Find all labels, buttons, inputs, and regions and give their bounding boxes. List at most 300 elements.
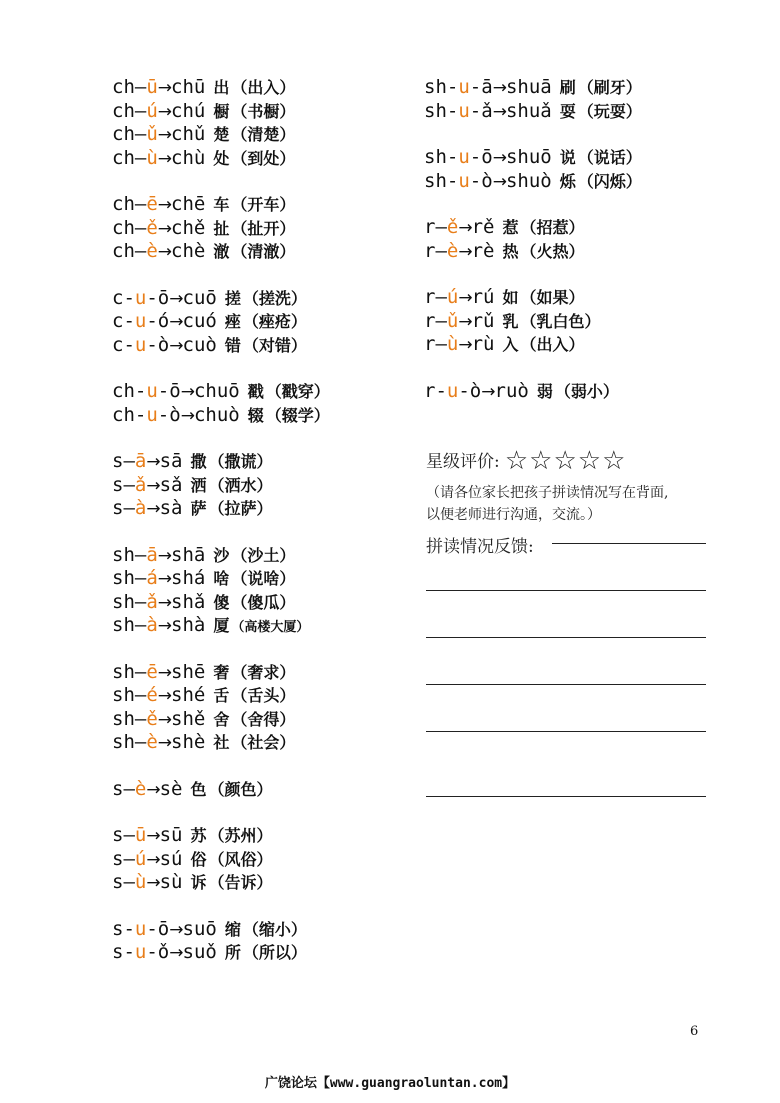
connector: - <box>123 333 135 356</box>
arrow-icon: → <box>492 148 506 168</box>
vowel: ē <box>146 193 158 215</box>
initial: s <box>112 871 124 893</box>
syllable: shǎ <box>171 590 206 613</box>
character: 舍 <box>213 709 230 729</box>
syllable-row <box>112 661 412 685</box>
vowel: u <box>146 380 158 402</box>
vowel: ǎ <box>146 590 158 613</box>
connector: — <box>134 567 147 589</box>
vowel: u <box>458 99 470 122</box>
arrow-icon: → <box>157 662 172 683</box>
initial: s <box>112 497 124 519</box>
syllable-row <box>112 450 412 474</box>
syllable: rě <box>471 216 495 238</box>
syllable: chú <box>171 99 206 122</box>
initial: ch <box>112 99 135 122</box>
initial: sh <box>112 707 135 730</box>
parent-note <box>426 482 726 526</box>
arrow-icon: → <box>157 218 172 239</box>
syllable: shuò <box>505 169 552 192</box>
vowel: ǔ <box>146 123 158 145</box>
arrow-icon: → <box>169 943 183 963</box>
arrow-icon: → <box>146 779 160 800</box>
connector: - <box>446 146 459 168</box>
syllable-row <box>424 146 724 170</box>
example-word: （书橱） <box>231 101 296 121</box>
syllable-row <box>112 941 412 965</box>
syllable: chū <box>171 76 206 98</box>
example-word: （奢求） <box>231 662 296 682</box>
syllable: chuò <box>193 403 240 426</box>
connector: — <box>435 239 447 262</box>
arrow-icon: → <box>492 171 506 192</box>
page-number: 6 <box>690 1024 699 1039</box>
syllable-row <box>112 778 412 802</box>
vowel: ū <box>146 76 158 98</box>
connector: - <box>446 99 459 122</box>
arrow-icon: → <box>146 475 160 496</box>
syllable-row <box>112 123 412 147</box>
vowel: à <box>134 497 147 519</box>
final: -ò <box>458 379 482 402</box>
syllable: sà <box>159 497 183 519</box>
arrow-icon: → <box>157 242 172 262</box>
syllable: chù <box>171 146 206 169</box>
syllable-row <box>424 310 724 334</box>
initial: ch <box>112 76 135 98</box>
vowel: u <box>446 379 459 402</box>
feedback-line[interactable] <box>426 796 706 797</box>
syllable-row <box>112 848 412 872</box>
final: -ǎ <box>469 99 493 122</box>
syllable: shā <box>171 543 206 566</box>
syllable-row <box>112 544 412 568</box>
rating-label: 星级评价: <box>426 452 500 472</box>
vowel: é <box>146 684 158 706</box>
vowel: ú <box>446 286 459 308</box>
vowel: u <box>134 941 147 963</box>
example-word: （说啥） <box>231 569 296 588</box>
example-word: （痤疮） <box>242 312 307 331</box>
connector: — <box>123 847 135 870</box>
syllable-row <box>424 286 724 310</box>
feedback-label: 拼读情况反馈: <box>426 537 534 557</box>
arrow-icon: → <box>146 826 160 846</box>
initial: sh <box>112 684 135 706</box>
connector: — <box>435 309 447 332</box>
initial: ch <box>112 403 135 426</box>
syllable: cuō <box>182 286 217 309</box>
connector: — <box>123 450 135 472</box>
final: -ǒ <box>146 941 170 963</box>
syllable-row <box>112 567 412 591</box>
syllable: shé <box>171 684 206 706</box>
vowel: à <box>146 614 158 636</box>
example-word: （如果） <box>520 288 585 307</box>
syllable-row <box>112 404 412 428</box>
connector: — <box>134 707 147 730</box>
vowel: ě <box>146 216 158 239</box>
character: 错 <box>224 335 241 355</box>
vowel: è <box>134 777 147 800</box>
syllable-row <box>112 918 412 942</box>
example-word: （所以） <box>242 943 307 962</box>
syllable-group <box>112 287 412 358</box>
final: -ā <box>469 76 493 98</box>
initial: s <box>112 473 124 496</box>
initial: r <box>424 309 436 332</box>
final: -ó <box>146 310 170 332</box>
character: 沙 <box>213 545 230 565</box>
feedback-line[interactable] <box>426 731 706 732</box>
connector: - <box>435 379 447 402</box>
character: 烁 <box>559 171 576 191</box>
syllable-group <box>424 76 724 123</box>
initial: sh <box>112 731 135 753</box>
vowel: ú <box>134 847 147 870</box>
connector: — <box>134 99 147 122</box>
initial: sh <box>112 590 135 613</box>
connector: — <box>123 871 135 893</box>
connector: — <box>134 684 147 706</box>
character: 乳 <box>502 311 519 331</box>
character: 如 <box>502 288 519 307</box>
syllable: rù <box>471 333 495 355</box>
character: 俗 <box>190 849 207 869</box>
syllable-row <box>112 474 412 498</box>
character: 搓 <box>224 288 241 308</box>
initial: c <box>112 310 124 332</box>
syllable: rè <box>471 239 495 262</box>
arrow-icon: → <box>458 241 472 262</box>
initial: s <box>112 450 124 472</box>
character: 橱 <box>213 101 230 121</box>
note-line-2: 以便老师进行沟通，交流。） <box>426 507 601 523</box>
syllable-row <box>112 824 412 848</box>
syllable: suǒ <box>182 941 217 963</box>
character: 弱 <box>536 381 553 401</box>
character: 苏 <box>190 826 207 845</box>
character: 痤 <box>224 312 241 331</box>
initial: ch <box>112 193 135 215</box>
connector: — <box>134 146 147 169</box>
arrow-icon: → <box>157 709 172 730</box>
connector: — <box>123 497 135 519</box>
example-word: （高楼大厦） <box>231 620 310 635</box>
initial: r <box>424 379 436 402</box>
vowel: u <box>458 76 470 98</box>
left-column <box>112 76 412 988</box>
syllable: suō <box>182 917 217 940</box>
footer-site[interactable]: 广饶论坛【www.guangraoluntan.com】 <box>264 1076 516 1091</box>
syllable: rǔ <box>471 309 495 332</box>
initial: sh <box>424 169 447 192</box>
character: 说 <box>559 148 576 167</box>
example-word: （撒谎） <box>208 452 273 471</box>
example-word: （舌头） <box>231 686 296 705</box>
vowel: á <box>146 567 158 589</box>
vowel: u <box>134 917 147 940</box>
example-word: （风俗） <box>208 849 273 869</box>
connector: — <box>123 824 135 846</box>
syllable-group <box>112 544 412 638</box>
character: 澈 <box>213 242 230 261</box>
arrow-icon: → <box>157 569 172 589</box>
syllable-row <box>112 497 412 521</box>
syllable-row <box>112 731 412 755</box>
example-word: （出入） <box>231 78 296 97</box>
connector: — <box>134 76 147 98</box>
vowel: u <box>134 310 147 332</box>
syllable-row <box>112 334 412 358</box>
connector: — <box>134 590 147 613</box>
syllable: chuō <box>193 380 240 402</box>
initial: s <box>112 847 124 870</box>
initial: sh <box>424 99 447 122</box>
example-word: （说话） <box>577 148 642 167</box>
vowel: ù <box>446 333 459 355</box>
arrow-icon: → <box>492 101 506 122</box>
character: 舌 <box>213 686 230 705</box>
feedback-line[interactable] <box>552 543 706 544</box>
arrow-icon: → <box>146 873 160 893</box>
syllable: sè <box>159 777 183 800</box>
arrow-icon: → <box>157 686 172 706</box>
vowel: u <box>134 286 147 309</box>
character: 诉 <box>190 873 207 892</box>
character: 耍 <box>559 101 576 121</box>
syllable-group <box>112 193 412 264</box>
character: 戳 <box>247 382 264 401</box>
character: 色 <box>190 779 207 799</box>
vowel: ù <box>134 871 147 893</box>
example-word: （出入） <box>520 335 585 354</box>
syllable-row <box>112 871 412 895</box>
initial: sh <box>424 146 447 168</box>
character: 缩 <box>224 919 241 939</box>
syllable: cuó <box>182 310 217 332</box>
character: 处 <box>213 148 230 168</box>
connector: — <box>435 286 447 308</box>
arrow-icon: → <box>146 499 160 519</box>
syllable: sā <box>159 450 183 472</box>
vowel: ā <box>146 543 158 566</box>
arrow-icon: → <box>492 78 506 98</box>
syllable-group <box>112 918 412 965</box>
character: 刷 <box>559 78 576 97</box>
arrow-icon: → <box>169 312 183 332</box>
example-word: （舍得） <box>231 709 296 729</box>
final: -ō <box>146 286 170 309</box>
connector: — <box>134 731 147 753</box>
syllable-row <box>424 240 724 264</box>
syllable-group <box>424 380 724 404</box>
initial: ch <box>112 380 135 402</box>
syllable-row <box>112 708 412 732</box>
syllable-row <box>112 380 412 404</box>
character: 厦 <box>213 616 230 635</box>
example-word: （闪烁） <box>577 171 642 191</box>
arrow-icon: → <box>180 405 194 426</box>
initial: r <box>424 286 436 308</box>
feedback-line[interactable] <box>426 684 706 685</box>
vowel: ǎ <box>134 473 147 496</box>
character: 啥 <box>213 569 230 588</box>
initial: sh <box>112 614 135 636</box>
example-word: （刷牙） <box>577 78 642 97</box>
arrow-icon: → <box>169 919 183 940</box>
example-word: （颜色） <box>208 779 273 799</box>
character: 入 <box>502 335 519 354</box>
initial: c <box>112 333 124 356</box>
connector: - <box>134 380 147 402</box>
arrow-icon: → <box>458 335 472 355</box>
character: 扯 <box>213 218 230 238</box>
connector: — <box>134 543 147 566</box>
connector: — <box>134 216 147 239</box>
syllable: shě <box>171 707 206 730</box>
connector: — <box>134 660 147 683</box>
arrow-icon: → <box>169 288 183 309</box>
example-word: （戳穿） <box>265 382 330 401</box>
syllable: sǎ <box>159 473 183 496</box>
arrow-icon: → <box>157 148 172 169</box>
arrow-icon: → <box>458 218 472 238</box>
note-line-1: （请各位家长把孩子拼读情况写在背面, <box>426 485 669 501</box>
syllable-row <box>112 240 412 264</box>
character: 撒 <box>190 452 207 471</box>
connector: — <box>123 777 135 800</box>
connector: — <box>123 473 135 496</box>
character: 社 <box>213 733 230 752</box>
arrow-icon: → <box>157 592 172 613</box>
example-word: （洒水） <box>208 475 273 495</box>
syllable-row <box>424 100 724 124</box>
initial: sh <box>424 76 447 98</box>
example-word: （缩小） <box>242 919 307 939</box>
vowel: ē <box>146 660 158 683</box>
syllable: shè <box>171 731 206 753</box>
example-word: （傻瓜） <box>231 592 296 612</box>
syllable: chè <box>171 240 206 262</box>
arrow-icon: → <box>157 616 172 636</box>
character: 惹 <box>502 218 519 237</box>
initial: ch <box>112 146 135 169</box>
initial: ch <box>112 123 135 145</box>
syllable-group <box>112 778 412 802</box>
arrow-icon: → <box>157 125 172 145</box>
rating-row <box>426 446 726 476</box>
example-word: （火热） <box>520 241 585 261</box>
arrow-icon: → <box>146 452 160 472</box>
example-word: （乳白色） <box>520 311 601 331</box>
initial: s <box>112 777 124 800</box>
vowel: è <box>146 240 158 262</box>
arrow-icon: → <box>157 101 172 122</box>
vowel: u <box>134 333 147 356</box>
syllable: rú <box>471 286 495 308</box>
character: 辍 <box>247 405 264 425</box>
vowel: ǔ <box>446 309 459 332</box>
initial: s <box>112 917 124 940</box>
example-word: （到处） <box>231 148 296 168</box>
feedback-line[interactable] <box>426 590 706 591</box>
example-word: （搓洗） <box>242 288 307 308</box>
syllable-group <box>112 450 412 521</box>
syllable: sù <box>159 871 183 893</box>
final: -ō <box>157 380 181 402</box>
syllable-row <box>424 333 724 357</box>
connector: — <box>134 123 147 145</box>
connector: — <box>435 333 447 355</box>
syllable-group <box>112 824 412 895</box>
syllable-row <box>112 591 412 615</box>
star-rating[interactable]: ☆☆☆☆☆ <box>504 446 627 476</box>
connector: — <box>134 240 147 262</box>
arrow-icon: → <box>180 382 194 402</box>
vowel: u <box>458 169 470 192</box>
vowel: ā <box>134 450 147 472</box>
syllable-row <box>424 380 724 404</box>
character: 奢 <box>213 662 230 682</box>
syllable-row <box>424 76 724 100</box>
initial: c <box>112 286 124 309</box>
syllable-group <box>112 76 412 170</box>
initial: s <box>112 824 124 846</box>
syllable-row <box>112 193 412 217</box>
syllable-row <box>112 614 412 638</box>
syllable-row <box>112 76 412 100</box>
connector: - <box>123 286 135 309</box>
arrow-icon: → <box>146 849 160 870</box>
syllable: chǔ <box>171 123 206 145</box>
syllable-row <box>112 684 412 708</box>
vowel: ù <box>146 146 158 169</box>
character: 车 <box>213 195 230 214</box>
feedback-line[interactable] <box>426 637 706 638</box>
syllable-group <box>112 380 412 427</box>
example-word: （拉萨） <box>208 499 273 518</box>
arrow-icon: → <box>157 545 172 566</box>
example-word: （社会） <box>231 733 296 752</box>
connector: - <box>446 76 459 98</box>
arrow-icon: → <box>458 311 472 332</box>
syllable: sú <box>159 847 183 870</box>
character: 楚 <box>213 125 230 144</box>
vowel: u <box>458 146 470 168</box>
example-word: （辍学） <box>265 405 330 425</box>
character: 洒 <box>190 475 207 495</box>
vowel: è <box>146 731 158 753</box>
final: -ò <box>146 333 170 356</box>
syllable-group <box>424 216 724 263</box>
vowel: è <box>446 239 459 262</box>
connector: — <box>134 614 147 636</box>
example-word: （招惹） <box>520 218 585 237</box>
initial: sh <box>112 567 135 589</box>
syllable-row <box>424 170 724 194</box>
syllable-group <box>424 146 724 193</box>
syllable: shē <box>171 660 206 683</box>
character: 热 <box>502 241 519 261</box>
character: 萨 <box>190 499 207 518</box>
syllable-row <box>112 147 412 171</box>
example-word: （弱小） <box>554 381 619 401</box>
initial: r <box>424 333 436 355</box>
character: 所 <box>224 943 241 962</box>
character: 傻 <box>213 592 230 612</box>
final: -ò <box>157 403 181 426</box>
